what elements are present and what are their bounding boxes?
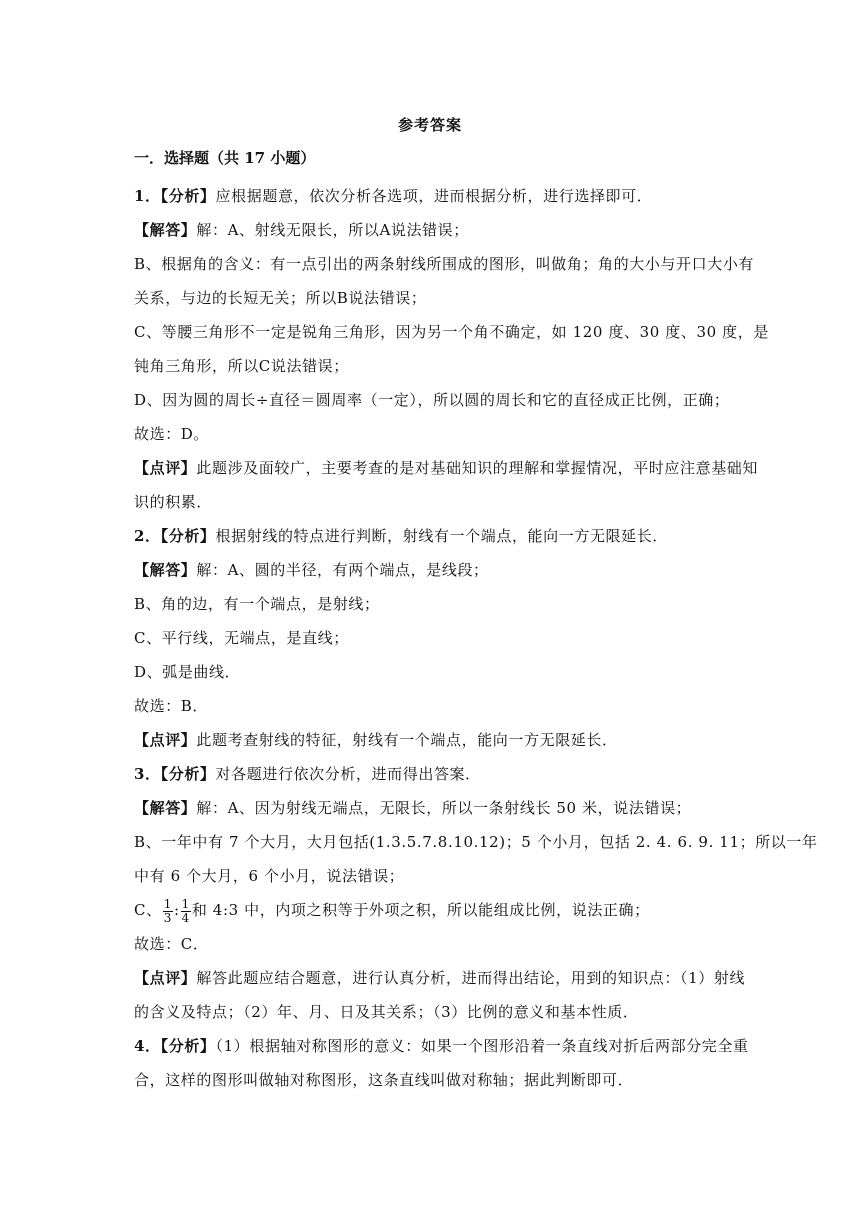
text-line [134, 213, 734, 247]
page-title: 参考答案 [397, 116, 462, 134]
line-tag: 【点评】 [134, 969, 197, 987]
fraction-line [134, 893, 734, 927]
line-text: 根据射线的特点进行判断，射线有一个端点，能向一方无限延长． [215, 527, 668, 545]
line-tag: 3．【分析】 [134, 765, 216, 783]
section-heading: 一．选择题（共 17 小题） [134, 149, 316, 167]
answer-body [134, 179, 818, 1097]
text-line [134, 859, 734, 893]
text-line [134, 247, 755, 281]
line-text: 应根据题意，依次分析各选项，进而根据分析，进行选择即可． [215, 187, 653, 205]
text-line [134, 961, 746, 995]
line-text: 故选：D。 [134, 425, 210, 443]
line-tag: 【解答】 [134, 561, 197, 579]
text-line [134, 655, 734, 689]
text-line [134, 995, 734, 1029]
text-line [134, 451, 759, 485]
line-text: B、一年中有 7 个大月，大月包括(1.3.5.7.8.10.12)；5 个小月，包括 2. 4. 6. 9. 11；所以一年 [134, 833, 818, 851]
line-text: 解：A、因为射线无端点，无限长，所以一条射线长 50 米，说法错误； [196, 799, 692, 817]
line-text: B、根据角的含义：有一点引出的两条射线所围成的图形，叫做角；角的大小与开口大小有 [134, 255, 755, 273]
line-text: B、角的边，有一个端点，是射线； [134, 595, 380, 613]
line-text: 此题考查射线的特征，射线有一个端点，能向一方无限延长． [196, 731, 618, 749]
text-line [134, 927, 734, 961]
text-line [134, 519, 734, 553]
text-line [134, 383, 734, 417]
text-line [134, 723, 734, 757]
text-line [134, 621, 734, 655]
line-text: C、平行线，无端点，是直线； [134, 629, 349, 647]
fraction-line-suffix: 和 4:3 中，内项之积等于外项之积，所以能组成比例，说法正确； [191, 901, 650, 919]
text-line [134, 689, 734, 723]
text-line [134, 485, 734, 519]
line-text: 此题涉及面较广，主要考查的是对基础知识的理解和掌握情况，平时应注意基础知 [196, 459, 759, 477]
fraction-numerator: 1 [163, 896, 172, 911]
fraction-denominator: 3 [163, 910, 172, 925]
line-text: 关系，与边的长短无关；所以B说法错误； [134, 289, 427, 307]
text-line [134, 349, 734, 383]
line-text: 识的积累． [134, 493, 213, 511]
text-line [134, 825, 818, 859]
text-line [134, 553, 734, 587]
line-text: D、弧是曲线． [134, 663, 241, 681]
line-text: 钝角三角形，所以C说法错误； [134, 357, 349, 375]
line-text: 故选：B． [134, 697, 209, 715]
text-line [134, 281, 734, 315]
line-tag: 1．【分析】 [134, 187, 216, 205]
text-line [134, 757, 734, 791]
ratio-colon: : [173, 901, 180, 919]
fraction-line-prefix: C、 [134, 901, 162, 919]
line-text: D、因为圆的周长÷直径＝圆周率（一定），所以圆的周长和它的直径成正比例，正确； [134, 391, 730, 409]
text-line [134, 315, 769, 349]
line-text: 故选：C． [134, 935, 209, 953]
line-tag: 【解答】 [134, 221, 197, 239]
line-tag: 【解答】 [134, 799, 197, 817]
line-tag: 2．【分析】 [134, 527, 216, 545]
line-tag: 【点评】 [134, 459, 197, 477]
text-line [134, 587, 734, 621]
line-text: 合，这样的图形叫做轴对称图形，这条直线叫做对称轴；据此判断即可． [134, 1071, 634, 1089]
line-text: C、等腰三角形不一定是锐角三角形，因为另一个角不确定，如 120 度、30 度、30 度，是 [134, 323, 769, 341]
line-text: 解：A、射线无限长，所以A说法错误； [196, 221, 469, 239]
line-tag: 【点评】 [134, 731, 197, 749]
line-text: 的含义及特点；（2）年、月、日及其关系；（3）比例的意义和基本性质． [134, 1003, 639, 1021]
text-line [134, 179, 734, 213]
fraction-denominator: 4 [181, 910, 190, 925]
text-line [134, 791, 734, 825]
text-line [134, 1063, 734, 1097]
line-text: 对各题进行依次分析，进而得出答案． [215, 765, 481, 783]
line-text: 解：A、圆的半径，有两个端点，是线段； [196, 561, 489, 579]
fraction-one-third [163, 898, 173, 925]
text-line [134, 417, 734, 451]
fraction-one-fourth [181, 898, 191, 925]
line-tag: 4．【分析】 [134, 1037, 216, 1055]
fraction-numerator: 1 [181, 896, 190, 911]
line-text: 中有 6 个大月，6 个小月，说法错误； [134, 867, 405, 885]
line-text: （1）根据轴对称图形的意义：如果一个图形沿着一条直线对折后两部分完全重 [215, 1037, 749, 1055]
text-line [134, 1029, 749, 1063]
line-text: 解答此题应结合题意，进行认真分析，进而得出结论，用到的知识点：（1）射线 [196, 969, 746, 987]
